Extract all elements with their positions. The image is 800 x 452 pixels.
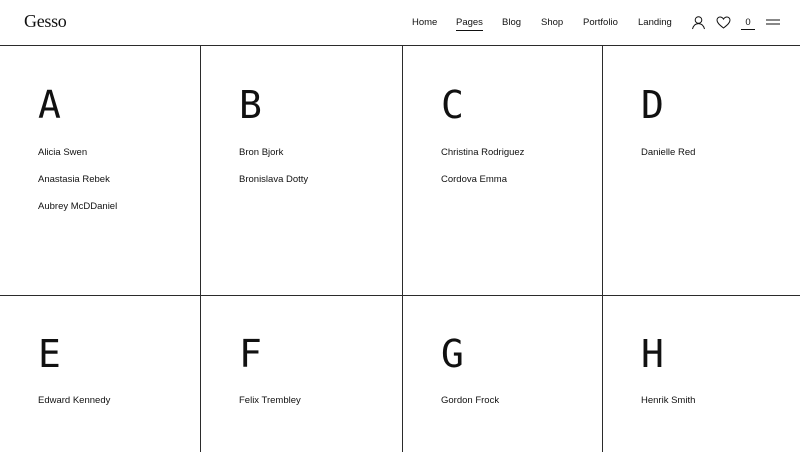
list-item[interactable]: Christina Rodriguez <box>441 147 525 158</box>
nav-landing[interactable]: Landing <box>638 17 672 28</box>
list-item[interactable]: Alicia Swen <box>38 147 88 158</box>
list-item[interactable]: Bron Bjork <box>239 147 284 158</box>
letter-group-e <box>0 296 200 452</box>
name-list <box>239 147 308 201</box>
name-list <box>641 395 695 422</box>
group-letter: F <box>239 332 262 376</box>
list-item[interactable]: Gordon Frock <box>441 395 500 406</box>
list-item[interactable]: Cordova Emma <box>441 174 507 185</box>
nav-pages[interactable]: Pages <box>456 17 483 31</box>
group-letter: H <box>641 332 664 376</box>
letter-group-f <box>201 296 402 452</box>
site-header <box>0 0 800 46</box>
group-letter: B <box>239 83 262 127</box>
name-list <box>641 147 695 174</box>
letter-group-a <box>0 46 200 295</box>
list-item[interactable]: Edward Kennedy <box>38 395 111 406</box>
name-list <box>38 395 110 422</box>
nav-home[interactable]: Home <box>412 17 438 28</box>
nav-portfolio[interactable]: Portfolio <box>583 17 618 28</box>
nav-shop[interactable]: Shop <box>541 17 564 28</box>
main-nav <box>0 17 800 31</box>
letter-group-h <box>603 296 800 452</box>
list-item[interactable]: Felix Trembley <box>239 395 301 406</box>
letter-group-d <box>603 46 800 295</box>
user-icon[interactable] <box>691 15 706 30</box>
list-item[interactable]: Danielle Red <box>641 147 696 158</box>
letter-group-b <box>201 46 402 295</box>
name-list <box>38 147 117 228</box>
name-list <box>239 395 301 422</box>
site-logo[interactable]: Gesso <box>24 11 67 31</box>
group-letter: D <box>641 83 664 127</box>
name-list <box>441 147 524 201</box>
group-letter: C <box>441 83 464 127</box>
list-item[interactable]: Aubrey McDDaniel <box>38 201 118 212</box>
list-item[interactable]: Henrik Smith <box>641 395 696 406</box>
group-letter: E <box>38 332 61 376</box>
cart-count[interactable]: 0 <box>741 17 755 30</box>
letter-group-c <box>403 46 602 295</box>
nav-blog[interactable]: Blog <box>502 17 522 28</box>
menu-icon[interactable] <box>766 18 780 27</box>
letter-group-g <box>403 296 602 452</box>
name-list <box>441 395 499 422</box>
list-item[interactable]: Anastasia Rebek <box>38 174 110 185</box>
heart-icon[interactable] <box>716 16 731 29</box>
list-item[interactable]: Bronislava Dotty <box>239 174 309 185</box>
group-letter: A <box>38 83 61 127</box>
group-letter: G <box>441 332 464 376</box>
